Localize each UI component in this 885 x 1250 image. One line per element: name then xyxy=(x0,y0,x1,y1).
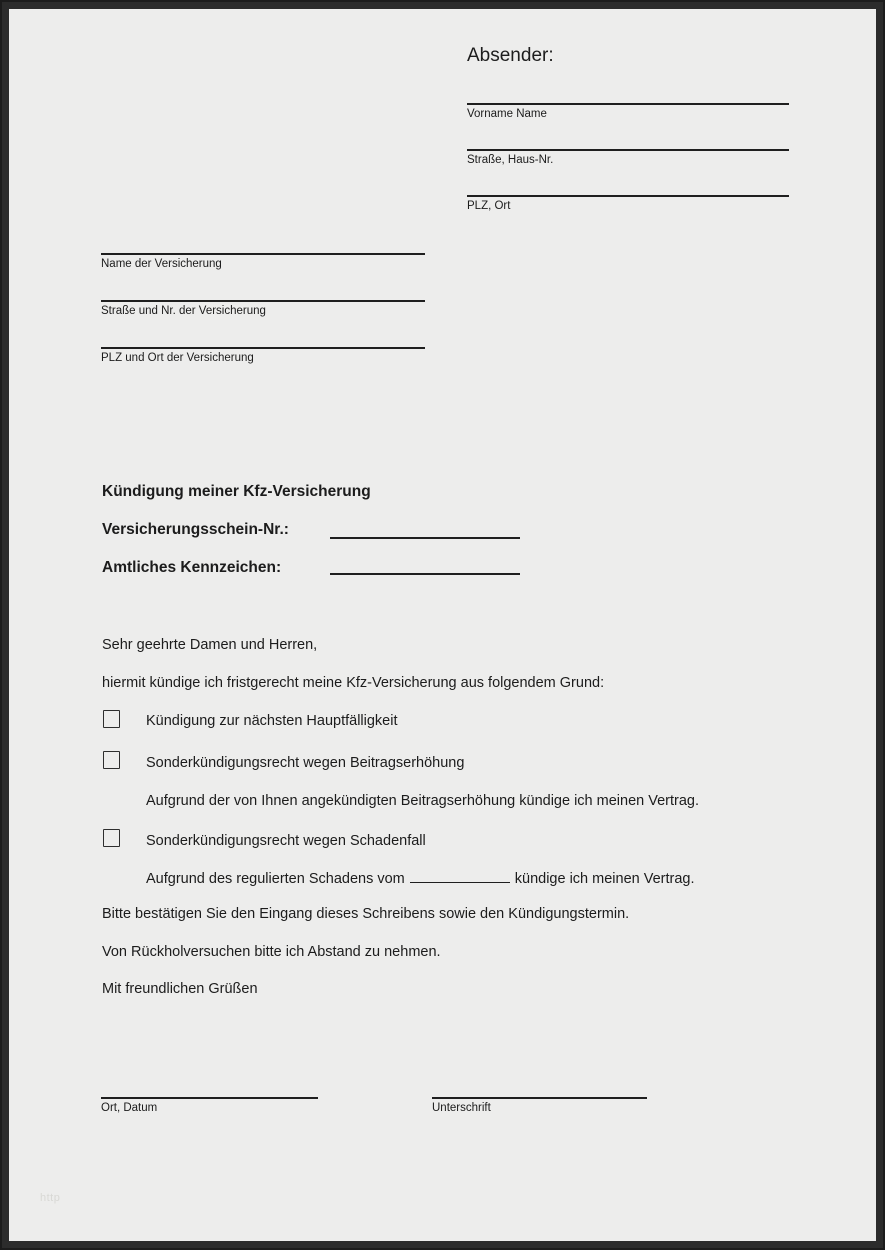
subject-title: Kündigung meiner Kfz-Versicherung xyxy=(102,483,371,500)
checkbox-beitragserhoehung[interactable] xyxy=(103,751,120,769)
watermark-text: http xyxy=(40,1192,61,1204)
schadenfall-note-after: kündige ich meinen Vertrag. xyxy=(514,871,695,887)
sender-city-line[interactable] xyxy=(467,195,789,197)
sender-name-label: Vorname Name xyxy=(467,108,547,120)
recipient-name-line[interactable] xyxy=(101,253,425,255)
schadenfall-note-before: Aufgrund des regulierten Schadens vom xyxy=(146,871,405,887)
recipient-city-label: PLZ und Ort der Versicherung xyxy=(101,352,254,364)
sender-heading: Absender: xyxy=(467,45,554,66)
option-beitragserhoehung-label: Sonderkündigungsrecht wegen Beitragserhöhung xyxy=(146,755,465,771)
license-plate-field[interactable] xyxy=(330,573,520,575)
option-schadenfall-note xyxy=(146,870,695,887)
signature-label: Unterschrift xyxy=(432,1102,491,1114)
option-hauptfaelligkeit-label: Kündigung zur nächsten Hauptfälligkeit xyxy=(146,713,398,729)
sender-street-label: Straße, Haus-Nr. xyxy=(467,154,554,166)
checkbox-schadenfall[interactable] xyxy=(103,829,120,847)
signature-line[interactable] xyxy=(432,1097,647,1099)
recipient-street-line[interactable] xyxy=(101,300,425,302)
closing-retention-line: Von Rückholversuchen bitte ich Abstand zu nehmen. xyxy=(102,944,441,960)
policy-number-field[interactable] xyxy=(330,537,520,539)
recipient-name-label: Name der Versicherung xyxy=(101,258,222,270)
intro-line: hiermit kündige ich fristgerecht meine Kfz-Versicherung aus folgendem Grund: xyxy=(102,675,605,691)
closing-confirmation-line: Bitte bestätigen Sie den Eingang dieses Schreibens sowie den Kündigungstermin. xyxy=(102,906,630,922)
recipient-street-label: Straße und Nr. der Versicherung xyxy=(101,305,266,317)
schadenfall-date-field[interactable] xyxy=(410,870,510,883)
option-schadenfall-label: Sonderkündigungsrecht wegen Schadenfall xyxy=(146,833,426,849)
sender-name-line[interactable] xyxy=(467,103,789,105)
checkbox-hauptfaelligkeit[interactable] xyxy=(103,710,120,728)
option-beitragserhoehung-note: Aufgrund der von Ihnen angekündigten Beitragserhöhung kündige ich meinen Vertrag. xyxy=(146,793,700,809)
sender-street-line[interactable] xyxy=(467,149,789,151)
letter-page xyxy=(9,9,876,1241)
license-plate-label: Amtliches Kennzeichen: xyxy=(102,559,282,576)
date-place-label: Ort, Datum xyxy=(101,1102,158,1114)
closing-regards-line: Mit freundlichen Grüßen xyxy=(102,981,258,997)
recipient-city-line[interactable] xyxy=(101,347,425,349)
salutation: Sehr geehrte Damen und Herren, xyxy=(102,637,318,653)
date-place-line[interactable] xyxy=(101,1097,318,1099)
policy-number-label: Versicherungsschein-Nr.: xyxy=(102,521,289,538)
sender-city-label: PLZ, Ort xyxy=(467,200,511,212)
